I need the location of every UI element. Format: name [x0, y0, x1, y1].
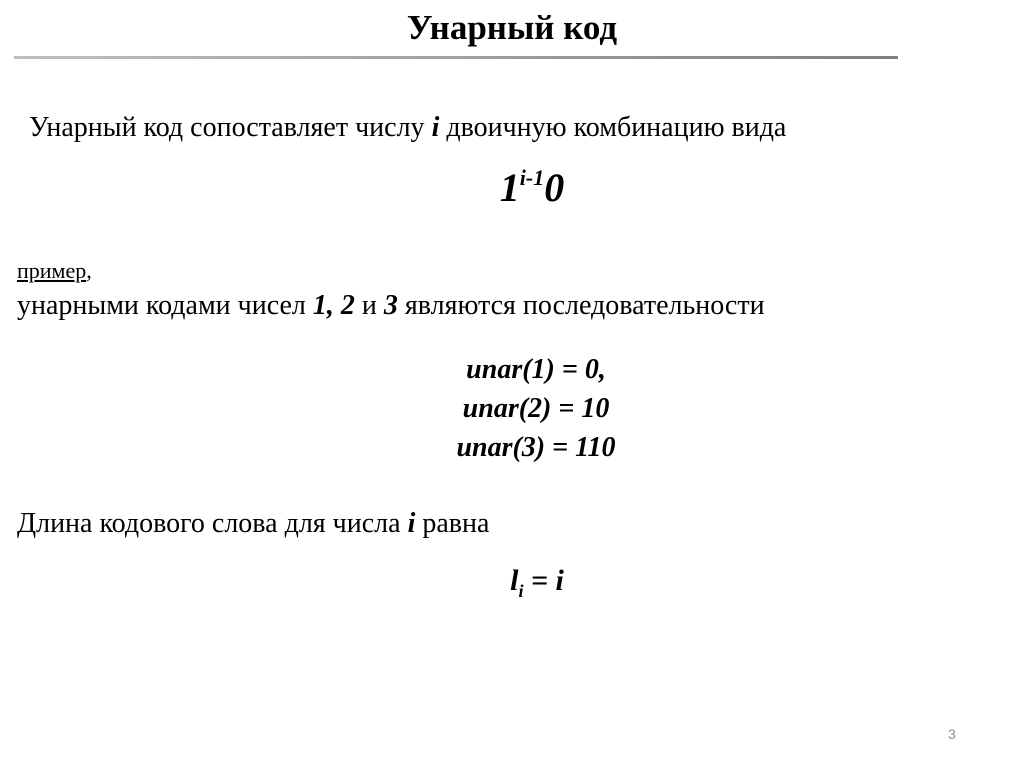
example-numbers: 1, 2: [312, 290, 355, 321]
title-underline: [14, 56, 898, 59]
example-after: являются последовательности: [397, 290, 765, 321]
unary-pattern-formula: [0, 164, 1024, 211]
length-text: [17, 508, 489, 540]
length-formula-rest: = i: [523, 564, 564, 597]
example-word: пример: [17, 258, 87, 283]
length-after: равна: [415, 508, 490, 539]
length-var: i: [407, 508, 416, 539]
page-number: 3: [948, 726, 956, 742]
definition-var: i: [431, 112, 440, 143]
example-and: и: [354, 290, 384, 321]
code-line: unar(2) = 10: [462, 393, 610, 424]
code-line: unar(1) = 0,: [466, 354, 606, 385]
length-formula-sub: i: [518, 581, 524, 601]
definition-text: [29, 112, 786, 144]
example-label: [17, 258, 92, 284]
definition-after: двоичную комбинацию вида: [439, 112, 787, 143]
definition-before: Унарный код сопоставляет числу: [29, 112, 432, 143]
example-text: [17, 290, 765, 322]
formula-tail: 0: [544, 165, 565, 210]
formula-exponent: i-1: [519, 164, 545, 190]
slide-title: Унарный код: [406, 8, 618, 47]
formula-base: 1: [499, 165, 520, 210]
example-comma: ,: [86, 258, 92, 283]
length-before: Длина кодового слова для числа: [17, 508, 408, 539]
example-before: унарными кодами чисел: [17, 290, 313, 321]
unary-codes-list: [0, 350, 1024, 467]
length-formula: [0, 564, 1024, 602]
length-formula-l: l: [510, 564, 519, 597]
code-line: unar(3) = 110: [456, 432, 616, 463]
example-number-3: 3: [383, 290, 398, 321]
